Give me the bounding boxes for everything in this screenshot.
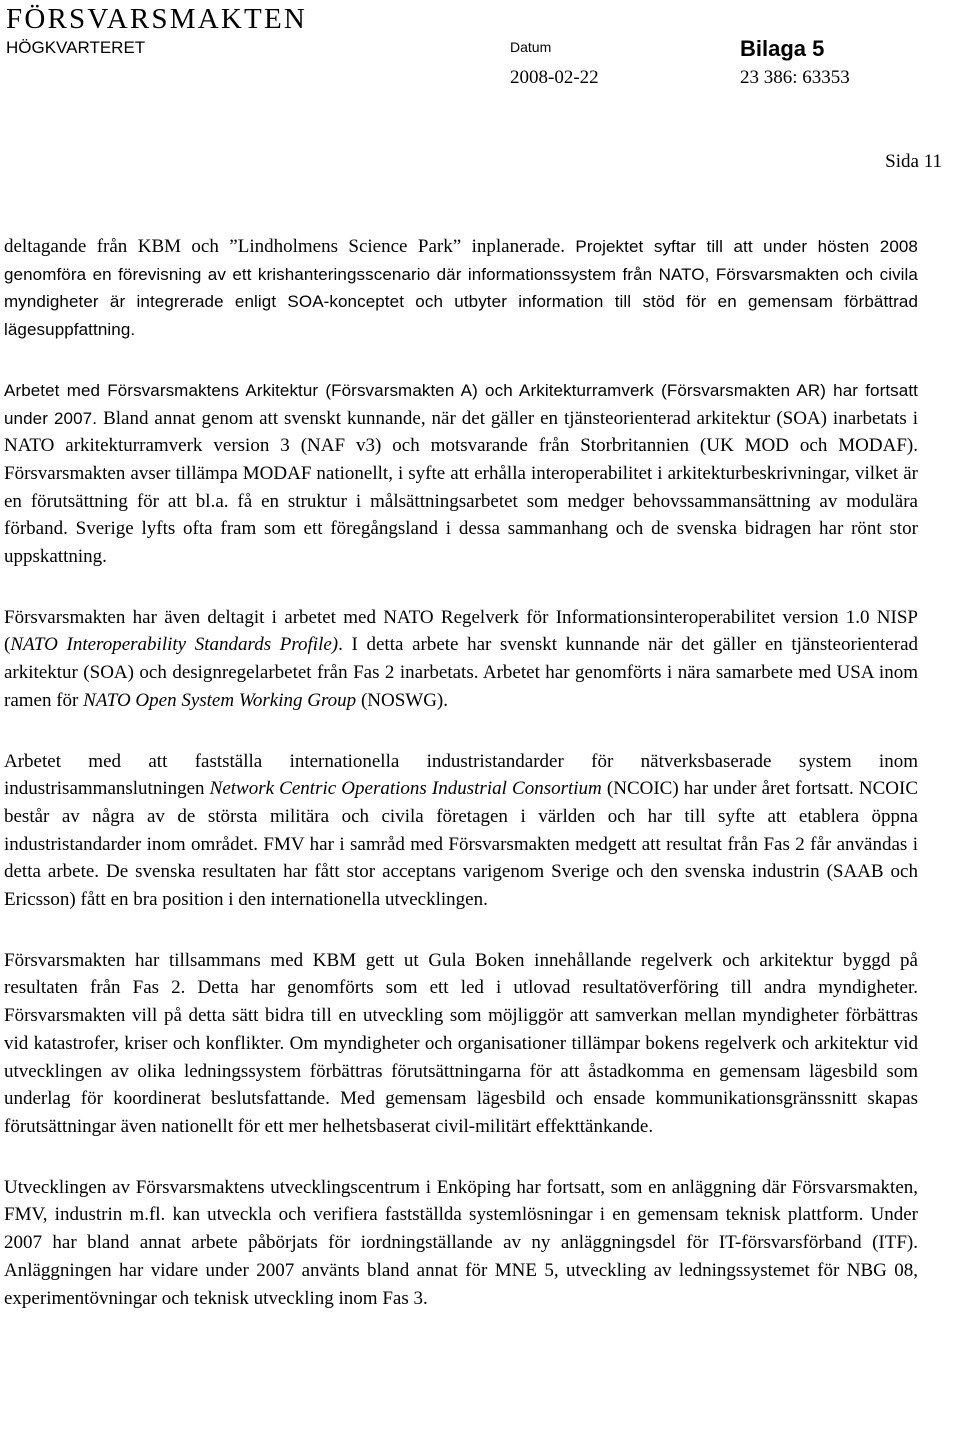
paragraph-3-segment-5: (NOSWG). — [356, 689, 449, 711]
paragraph-3 — [4, 604, 918, 715]
reference-number: 23 386: 63353 — [740, 67, 850, 88]
paragraph-3-segment-3: . I detta arbete har svenskt kunnande när det gäller en tjänsteorienterad arkitektur (SOA) och designregelarbetet från Fas 2 inarbetats. Arbetet har genomförts i nära samarbete med USA inom ramen för — [4, 634, 918, 711]
paragraph-5-text: Försvarsmakten har tillsammans med KBM gett ut Gula Boken innehållande regelverk och arkitektur byggd på resultaten från Fas 2. Detta har genomförts som ett led i utlovad resultatöverföring till andra myndigheter. Försvarsmakten vill på detta sätt bidra till en utveckling som möjliggör att samverkan mellan myndigheter förbättras vid katastrofer, kriser och konflikter. Om myndigheter och organisationer tillämpar bokens regelverk och arkitektur vid utvecklingen av olika ledningssystem förbättras förutsättningarna för att åstadkomma en gemensam lägesbild som underlag för koordinerat beslutsfattande. Med gemensam lägesbild och ensade kommunikationsgränssnitt skapas förutsättningar även nationellt för ett mer helhetsbaserat civil-militärt effekttänkande. — [4, 949, 918, 1137]
paragraph-2-segment-1: Arbetet med Försvarsmaktens Arkitektur (Försvarsmakten A) och Arkitekturramverk (Försvarsmakten AR) har fortsatt under 2007. — [4, 380, 918, 428]
paragraph-3-segment-1: Försvarsmakten har även deltagit i arbetet med NATO Regelverk för Informationsinteroperabilitet version 1.0 NISP ( — [4, 606, 918, 656]
paragraph-1 — [4, 233, 918, 344]
date-value: 2008-02-22 — [510, 67, 599, 88]
paragraph-1-segment-1: deltagande från KBM och ”Lindholmens Science Park” inplanerade. — [4, 236, 576, 257]
date-label: Datum — [510, 39, 552, 55]
paragraph-4-italic-ncoic: Network Centric Operations Industrial Consortium — [209, 778, 602, 800]
paragraph-2-segment-2: Bland annat genom att svenskt kunnande, när det gäller en tjänsteorienterad arkitektur (SOA) inarbetats i NATO arkitekturramverk version 3 (NAF v3) och motsvarande från Storbritannien (UK MOD och MODAF). Försvarsmakten avser tillämpa MODAF nationellt, i syfte att erhålla interoperabilitet i arkitekturbeskrivningar, vilket är en förutsättning för att bl.a. få en struktur i målsättningsarbetet som medger behovssammansättning av modulära förband. Sverige lyfts ofta fram som ett föregångsland i dessa sammanhang och de svenska bidragen har rönt stor uppskattning. — [4, 407, 918, 568]
paragraph-6-text: Utvecklingen av Försvarsmaktens utvecklingscentrum i Enköping har fortsatt, som en anläggning där Försvarsmakten, FMV, industrin m.fl. kan utveckla och verifiera fastställda systemlösningar i en gemensam teknisk plattform. Under 2007 har bland annat arbete påbörjats för iordningställande av ny anläggningsdel för IT-försvarsförband (ITF). Anläggningen har vidare under 2007 använts bland annat för MNE 5, utveckling av ledningssystemet för NBG 08, experimentövningar och teknisk utveckling inom Fas 3. — [4, 1176, 918, 1309]
document-body — [4, 233, 918, 1312]
paragraph-4 — [4, 748, 918, 914]
organization-name: FÖRSVARSMAKTEN — [6, 3, 308, 35]
paragraph-4-segment-1: Arbetet med att fastställa internationella industristandarder för nätverksbaserade system inom industrisammanslutningen — [4, 750, 918, 800]
paragraph-4-segment-3: (NCOIC) har under året fortsatt. NCOIC består av några av de största militära och civila företagen i världen och har till syfte att etablera öppna industristandarder inom området. FMV har i samråd med Försvarsmakten medgett att resultat från Fas 2 får användas i detta arbete. De svenska resultaten har fått stor acceptans varigenom Sverige och den svenska industrin (SAAB och Ericsson) fått en bra position i den internationella utvecklingen. — [4, 778, 918, 911]
paragraph-5 — [4, 947, 918, 1141]
department-name: HÖGKVARTERET — [6, 38, 146, 57]
paragraph-6 — [4, 1174, 918, 1313]
attachment-label: Bilaga 5 — [740, 36, 825, 61]
paragraph-3-italic-nisp: NATO Interoperability Standards Profile) — [10, 634, 339, 656]
paragraph-1-segment-2: Projektet syftar till att under hösten 2008 genomföra en förevisning av ett krishanteringsscenario där informationssystem från NATO, Försvarsmakten och civila myndigheter är integrerade enligt SOA-konceptet och utbyter information till stöd för en gemensam förbättrad lägesuppfattning. — [4, 237, 918, 340]
paragraph-3-italic-noswg: NATO Open System Working Group — [83, 689, 357, 711]
page-number: Sida 11 — [885, 151, 942, 172]
paragraph-2 — [4, 377, 918, 571]
